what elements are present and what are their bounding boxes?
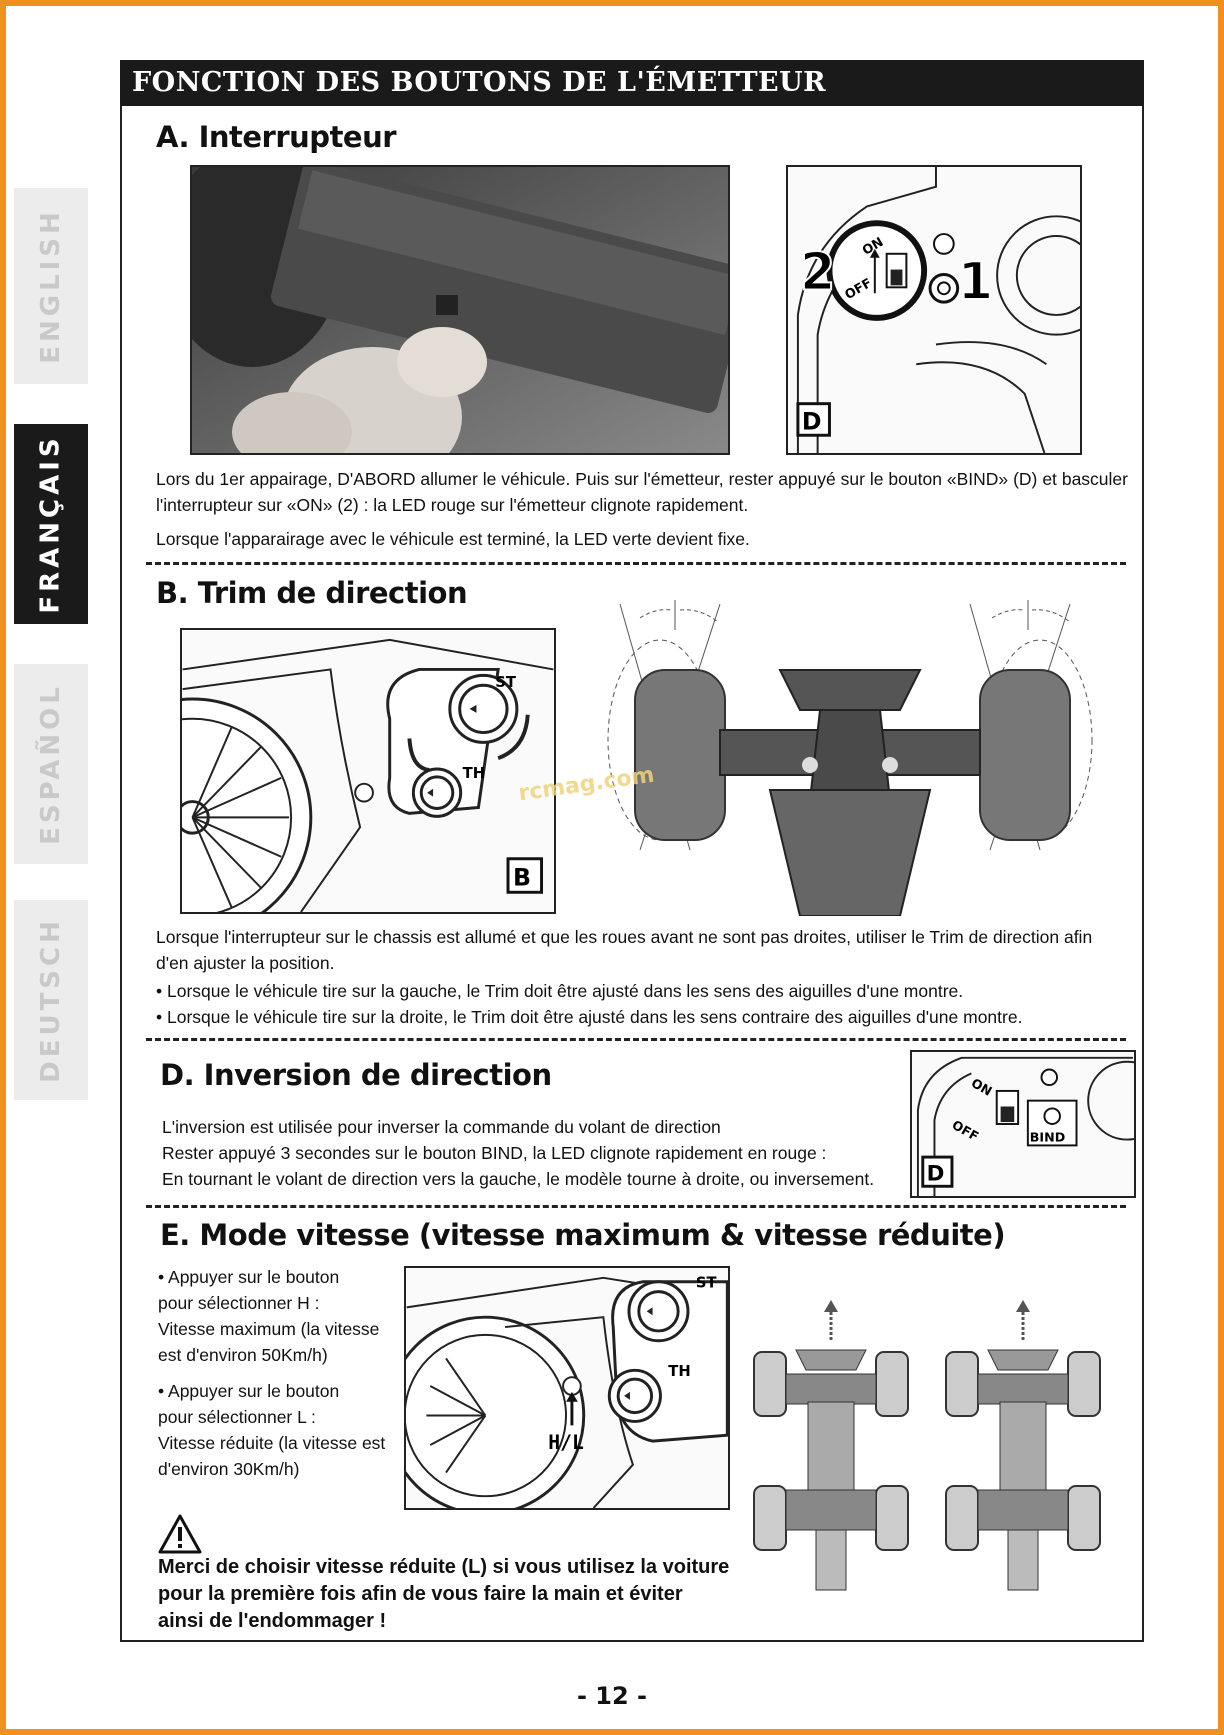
warning-line: ainsi de l'endommager ! (158, 1610, 387, 1632)
th-label: TH (462, 764, 486, 782)
lang-tab-espanol[interactable] (14, 664, 88, 864)
section-b-bullet-2: • Lorsque le véhicule tire sur la droite, le Trim doit être ajusté dans les sens contraire des aiguilles d'une montre. (156, 1007, 1023, 1027)
section-b-bullet-1: • Lorsque le véhicule tire sur la gauche, le Trim doit être ajusté dans les sens des aiguilles d'une montre. (156, 981, 964, 1001)
section-a-paragraph-2: Lorsque l'apparairage avec le véhicule est terminé, la LED verte devient fixe. (156, 529, 750, 549)
lang-tab-deutsch[interactable] (14, 900, 88, 1100)
badge-b: B (512, 863, 531, 892)
bullet-h (158, 1264, 398, 1368)
section-a-paragraph-1: Lors du 1er appairage, D'ABORD allumer le véhicule. Puis sur l'émetteur, rester appuyé sur le bouton «BIND» (D) et basculer l'interrupteur sur «ON» (2) : la LED rouge sur l'émetteur clignote rapidement. (156, 469, 1128, 515)
divider (146, 562, 1126, 565)
section-d-line-3: En tournant le volant de direction vers la gauche, le modèle tourne à droite, ou inversement. (162, 1169, 875, 1189)
badge-d: D (801, 407, 822, 436)
bullet-l-line: pour sélectionner L : (158, 1407, 316, 1427)
switch-diagram (786, 165, 1082, 455)
bullet-h-line: • Appuyer sur le bouton (158, 1267, 340, 1287)
d-off-label: OFF (949, 1116, 982, 1144)
st-label: ST (495, 674, 516, 692)
lang-tab-label: ENGLISH (36, 208, 66, 364)
steering-trim-diagram (180, 628, 556, 914)
warning-icon (158, 1514, 202, 1554)
hl-label: H/L (548, 1430, 584, 1454)
bullet-h-line: est d'environ 50Km/h) (158, 1345, 328, 1365)
lang-tab-label: ESPAÑOL (36, 683, 66, 845)
watermark: rcmag.com (516, 762, 656, 807)
warning-line: pour la première fois afin de vous faire la main et éviter (158, 1583, 683, 1605)
lang-tab-label: DEUTSCH (36, 917, 67, 1083)
switch-photo (190, 165, 730, 455)
warning-line: Merci de choisir vitesse réduite (L) si vous utilisez la voiture (158, 1556, 730, 1578)
bullet-h-line: Vitesse maximum (la vitesse (158, 1319, 380, 1339)
bullet-l-line: d'environ 30Km/h) (158, 1459, 300, 1479)
badge-d-2: D (926, 1161, 945, 1187)
section-d-line-1: L'inversion est utilisée pour inverser la commande du volant de direction (162, 1117, 721, 1137)
lang-tab-francais[interactable] (14, 424, 88, 624)
section-d-line-2: Rester appuyé 3 secondes sur le bouton BIND, la LED clignote rapidement en rouge : (162, 1143, 827, 1163)
divider (146, 1205, 1126, 1208)
lang-tab-label: FRANÇAIS (36, 434, 67, 614)
section-e-title: E. Mode vitesse (vitesse maximum & vitesse réduite) (160, 1218, 1006, 1252)
front-axle-diagram (600, 600, 1100, 916)
truck-low-speed (946, 1300, 1100, 1590)
section-d-title: D. Inversion de direction (160, 1058, 552, 1092)
e-th-label: TH (668, 1363, 691, 1381)
d-on-label: ON (968, 1075, 995, 1099)
bullet-l (158, 1378, 398, 1482)
bullet-h-line: pour sélectionner H : (158, 1293, 320, 1313)
bullet-l-line: • Appuyer sur le bouton (158, 1381, 340, 1401)
bind-label: BIND (1029, 1129, 1066, 1145)
truck-top-view-diagram (746, 1290, 1116, 1602)
speed-mode-diagram (404, 1266, 730, 1510)
switch-on-label: ON (859, 234, 887, 259)
lang-tab-english[interactable] (14, 188, 88, 384)
section-b-title: B. Trim de direction (156, 576, 468, 610)
bind-diagram (910, 1050, 1136, 1198)
warning-text (158, 1554, 748, 1635)
callout-1: 1 (957, 252, 994, 313)
e-st-label: ST (695, 1274, 717, 1292)
switch-off-label: OFF (842, 275, 875, 304)
divider (146, 1038, 1126, 1041)
section-a-title: A. Interrupteur (156, 120, 397, 154)
truck-high-speed (754, 1300, 908, 1590)
page-title: FONCTION DES BOUTONS DE L'ÉMETTEUR (120, 60, 1144, 106)
bullet-l-line: Vitesse réduite (la vitesse est (158, 1433, 386, 1453)
callout-2: 2 (799, 242, 836, 303)
section-b-paragraph: Lorsque l'interrupteur sur le chassis est allumé et que les roues avant ne sont pas droites, utiliser le Trim de direction afin d'en ajuster la position. (156, 927, 1093, 973)
page-number: - 12 - (576, 1682, 648, 1710)
